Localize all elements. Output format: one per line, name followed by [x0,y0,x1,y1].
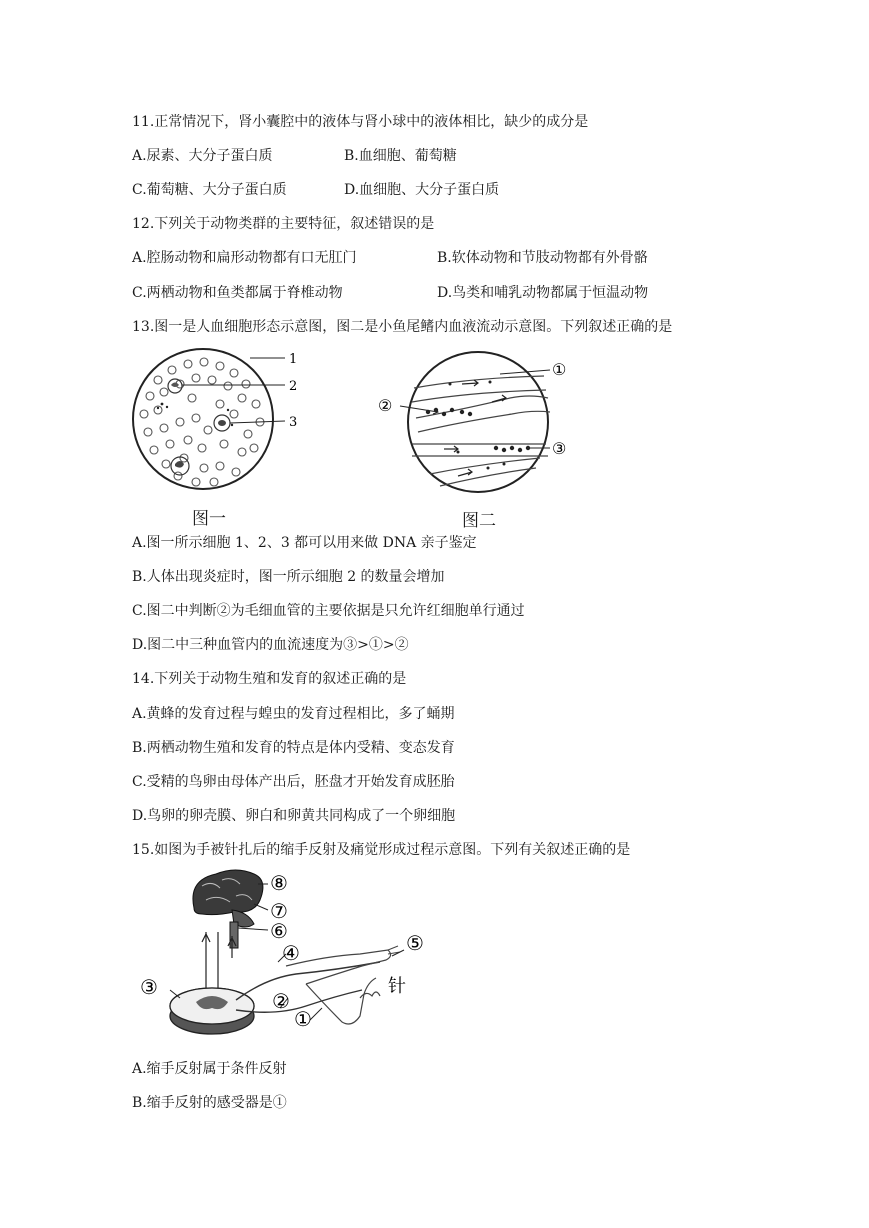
q13-option-c: C.图二中判断②为毛细血管的主要依据是只允许红细胞单行通过 [132,603,525,619]
fig2-label-3: ③ [552,439,567,458]
reflex-arc-figure [136,866,436,1046]
q13-option-a: A.图一所示细胞 1、2、3 都可以用来做 DNA 亲子鉴定 [132,535,477,551]
reflex-label-1: ① [294,1007,312,1031]
q12-option-b: B.软体动物和节肢动物都有外骨骼 [437,250,648,266]
q12-stem: 12.下列关于动物类群的主要特征，叙述错误的是 [132,216,435,232]
fig1-label-1: 1 [289,352,298,367]
blood-cell-figure [130,348,310,498]
fig1-label-2: 2 [289,379,298,394]
q13-option-b: B.人体出现炎症时，图一所示细胞 2 的数量会增加 [132,569,445,585]
reflex-label-2: ② [272,989,290,1013]
figure1-caption: 图一 [192,509,226,529]
q11-option-d: D.血细胞、大分子蛋白质 [344,182,500,198]
q15-stem: 15.如图为手被针扎后的缩手反射及痛觉形成过程示意图。下列有关叙述正确的是 [132,842,631,858]
reflex-label-6: ⑥ [270,919,288,943]
q11-option-a: A.尿素、大分子蛋白质 [132,148,273,164]
reflex-label-7: ⑦ [270,899,288,923]
fish-tail-blood-flow-figure [378,348,590,498]
fig1-label-3: 3 [289,415,298,430]
needle-label: 针 [388,976,406,997]
q14-option-d: D.鸟卵的卵壳膜、卵白和卵黄共同构成了一个卵细胞 [132,808,456,824]
q12-option-a: A.腔肠动物和扁形动物都有口无肛门 [132,250,357,266]
q15-option-b: B.缩手反射的感受器是① [132,1095,287,1111]
q14-option-a: A.黄蜂的发育过程与蝗虫的发育过程相比，多了蛹期 [132,706,455,722]
q13-option-d: D.图二中三种血管内的血流速度为③>①>② [132,637,409,653]
q11-option-b: B.血细胞、葡萄糖 [344,148,457,164]
q14-option-c: C.受精的鸟卵由母体产出后，胚盘才开始发育成胚胎 [132,774,455,790]
q12-option-d: D.鸟类和哺乳动物都属于恒温动物 [437,285,649,301]
reflex-label-8: ⑧ [270,871,288,895]
figure2-caption: 图二 [462,511,496,531]
q11-option-c: C.葡萄糖、大分子蛋白质 [132,182,287,198]
q12-option-c: C.两栖动物和鱼类都属于脊椎动物 [132,285,343,301]
q13-stem: 13.图一是人血细胞形态示意图，图二是小鱼尾鳍内血液流动示意图。下列叙述正确的是 [132,319,673,335]
q14-stem: 14.下列关于动物生殖和发育的叙述正确的是 [132,671,407,687]
fig2-label-2: ② [378,396,393,415]
reflex-label-5: ⑤ [406,931,424,955]
q11-stem: 11.正常情况下，肾小囊腔中的液体与肾小球中的液体相比，缺少的成分是 [132,114,589,130]
reflex-label-4: ④ [282,941,300,965]
reflex-label-3: ③ [140,975,158,999]
q14-option-b: B.两栖动物生殖和发育的特点是体内受精、变态发育 [132,740,455,756]
fig2-label-1: ① [552,360,567,379]
q15-option-a: A.缩手反射属于条件反射 [132,1061,287,1077]
